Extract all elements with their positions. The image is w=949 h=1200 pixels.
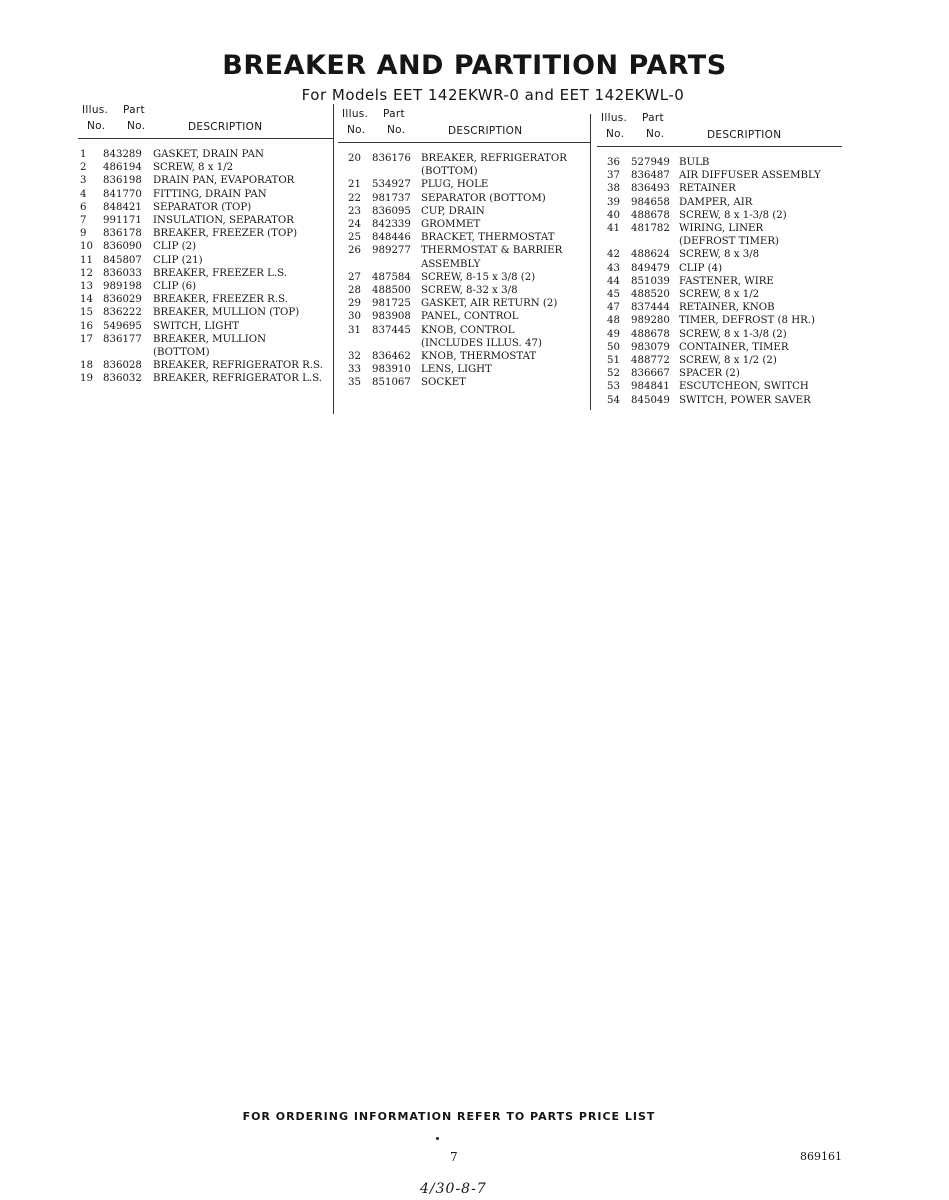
part-row bbox=[78, 161, 333, 174]
part-row bbox=[597, 380, 842, 393]
part-description: CLIP (6) bbox=[153, 281, 197, 293]
part-number: 486194 bbox=[103, 162, 142, 174]
column-divider bbox=[590, 114, 591, 410]
part-row bbox=[597, 248, 842, 261]
part-row bbox=[597, 169, 842, 182]
part-number: 836176 bbox=[372, 153, 411, 164]
part-description: ESCUTCHEON, SWITCH bbox=[679, 381, 809, 393]
part-description: SCREW, 8 x 1-3/8 (2) bbox=[679, 328, 787, 340]
part-row bbox=[338, 363, 590, 376]
part-row bbox=[78, 188, 333, 201]
illus-number: 6 bbox=[80, 201, 87, 213]
part-row bbox=[78, 227, 333, 240]
part-description: PANEL, CONTROL bbox=[421, 311, 519, 323]
illus-number: 4 bbox=[80, 188, 87, 200]
illus-number: 47 bbox=[607, 302, 620, 314]
header-part-no: No. bbox=[387, 124, 406, 136]
part-number: 488772 bbox=[631, 355, 670, 367]
illus-number: 36 bbox=[607, 157, 620, 168]
part-description: BULB bbox=[679, 157, 710, 168]
part-number: 481782 bbox=[631, 223, 670, 235]
part-description: DRAIN PAN, EVAPORATOR bbox=[153, 175, 295, 187]
part-description: BREAKER, FREEZER R.S. bbox=[153, 294, 288, 306]
part-number: 989277 bbox=[372, 245, 411, 257]
illus-number: 27 bbox=[348, 271, 361, 283]
part-row bbox=[597, 394, 842, 407]
ordering-note: FOR ORDERING INFORMATION REFER TO PARTS PRICE LIST bbox=[242, 1110, 656, 1123]
part-number: 836095 bbox=[372, 205, 411, 217]
part-description: CONTAINER, TIMER bbox=[679, 341, 789, 353]
part-description: KNOB, THERMOSTAT bbox=[421, 351, 537, 363]
part-row bbox=[597, 341, 842, 354]
part-number: 851039 bbox=[631, 275, 670, 287]
illus-number: 2 bbox=[80, 162, 87, 174]
part-row bbox=[78, 267, 333, 280]
part-description: SWITCH, POWER SAVER bbox=[679, 394, 811, 406]
illus-number: 29 bbox=[348, 298, 361, 310]
part-row bbox=[338, 284, 590, 297]
part-description: SCREW, 8 x 1-3/8 (2) bbox=[679, 209, 787, 221]
parts-list bbox=[78, 148, 333, 386]
part-number: 841770 bbox=[103, 188, 142, 200]
illus-number: 17 bbox=[80, 333, 93, 345]
part-number: 488500 bbox=[372, 285, 411, 297]
part-number: 848446 bbox=[372, 232, 411, 244]
part-description: SWITCH, LIGHT bbox=[153, 320, 240, 332]
illus-number: 39 bbox=[607, 196, 620, 208]
illus-number: 35 bbox=[348, 377, 361, 389]
part-description: SCREW, 8 x 1/2 bbox=[679, 289, 760, 301]
header-description: DESCRIPTION bbox=[707, 129, 782, 141]
part-description: GASKET, DRAIN PAN bbox=[153, 149, 264, 160]
part-description: INSULATION, SEPARATOR bbox=[153, 215, 294, 227]
part-description: BREAKER, REFRIGERATOR L.S. bbox=[153, 373, 322, 385]
illus-number: 51 bbox=[607, 355, 620, 367]
header-rule bbox=[597, 146, 842, 147]
part-number: 836667 bbox=[631, 368, 670, 380]
illus-number: 24 bbox=[348, 219, 361, 231]
part-description-continued: (DEFROST TIMER) bbox=[679, 236, 780, 248]
part-description: BREAKER, FREEZER L.S. bbox=[153, 267, 288, 279]
part-description: BRACKET, THERMOSTAT bbox=[421, 232, 555, 244]
illus-number: 22 bbox=[348, 192, 361, 204]
part-number: 488678 bbox=[631, 209, 670, 221]
illus-number: 12 bbox=[80, 267, 93, 279]
part-number: 991171 bbox=[103, 215, 142, 227]
illus-number: 20 bbox=[348, 153, 361, 164]
column-header bbox=[597, 112, 842, 146]
part-number: 534927 bbox=[372, 179, 411, 191]
header-illus-no: No. bbox=[606, 128, 625, 140]
part-description: GASKET, AIR RETURN (2) bbox=[421, 298, 558, 310]
part-description: DAMPER, AIR bbox=[679, 196, 753, 208]
illus-number: 16 bbox=[80, 320, 93, 332]
part-description: KNOB, CONTROL bbox=[421, 324, 515, 336]
part-description-continued: ASSEMBLY bbox=[421, 258, 481, 270]
part-row bbox=[338, 350, 590, 363]
part-description: CLIP (21) bbox=[153, 254, 203, 266]
parts-list bbox=[338, 152, 590, 390]
part-number: 989198 bbox=[103, 281, 142, 293]
part-row bbox=[597, 314, 842, 327]
illus-number: 48 bbox=[607, 315, 620, 327]
scan-dot bbox=[436, 1137, 439, 1140]
part-row bbox=[597, 354, 842, 367]
illus-number: 28 bbox=[348, 285, 361, 297]
part-row bbox=[338, 178, 590, 191]
part-row bbox=[78, 174, 333, 187]
illus-number: 33 bbox=[348, 364, 361, 376]
part-number: 836222 bbox=[103, 307, 142, 319]
part-number: 837444 bbox=[631, 302, 670, 314]
part-description: RETAINER bbox=[679, 183, 736, 195]
header-illus: Illus. bbox=[342, 108, 369, 120]
illus-number: 30 bbox=[348, 311, 361, 323]
illus-number: 52 bbox=[607, 368, 620, 380]
parts-list bbox=[597, 156, 842, 407]
part-row bbox=[597, 196, 842, 209]
document-number: 869161 bbox=[800, 1150, 842, 1163]
part-row bbox=[597, 301, 842, 314]
part-number: 848421 bbox=[103, 201, 142, 213]
part-description: BREAKER, MULLION (TOP) bbox=[153, 307, 300, 319]
part-number: 851067 bbox=[372, 377, 411, 389]
part-description: CLIP (2) bbox=[153, 241, 197, 253]
part-number: 981737 bbox=[372, 192, 411, 204]
part-row bbox=[338, 152, 590, 178]
part-number: 845049 bbox=[631, 394, 670, 406]
part-description: BREAKER, REFRIGERATOR R.S. bbox=[153, 360, 323, 372]
part-number: 836493 bbox=[631, 183, 670, 195]
part-row bbox=[78, 254, 333, 267]
part-description: CLIP (4) bbox=[679, 262, 723, 274]
part-row bbox=[597, 209, 842, 222]
header-part-no: No. bbox=[646, 128, 665, 140]
header-part: Part bbox=[642, 112, 664, 124]
illus-number: 44 bbox=[607, 275, 620, 287]
part-description: TIMER, DEFROST (8 HR.) bbox=[679, 315, 816, 327]
parts-column-2 bbox=[338, 104, 590, 390]
part-description: SCREW, 8-32 x 3/8 bbox=[421, 285, 518, 297]
illus-number: 10 bbox=[80, 241, 93, 253]
part-description: RETAINER, KNOB bbox=[679, 302, 775, 314]
part-row bbox=[597, 328, 842, 341]
part-number: 836033 bbox=[103, 267, 142, 279]
part-description: BREAKER, REFRIGERATOR bbox=[421, 153, 567, 164]
illus-number: 50 bbox=[607, 341, 620, 353]
part-row bbox=[597, 262, 842, 275]
illus-number: 25 bbox=[348, 232, 361, 244]
part-number: 836487 bbox=[631, 170, 670, 182]
header-illus-no: No. bbox=[87, 120, 106, 132]
part-number: 836178 bbox=[103, 228, 142, 240]
part-description: SEPARATOR (TOP) bbox=[153, 201, 252, 213]
page-title: BREAKER AND PARTITION PARTS bbox=[222, 50, 727, 81]
part-description-continued: (BOTTOM) bbox=[421, 166, 478, 178]
illus-number: 41 bbox=[607, 223, 620, 235]
header-rule bbox=[338, 142, 590, 143]
part-description: FASTENER, WIRE bbox=[679, 275, 774, 287]
illus-number: 49 bbox=[607, 328, 620, 340]
illus-number: 21 bbox=[348, 179, 361, 191]
part-row bbox=[338, 244, 590, 270]
part-number: 488624 bbox=[631, 249, 670, 261]
part-description: SPACER (2) bbox=[679, 368, 740, 380]
part-number: 843289 bbox=[103, 149, 142, 160]
illus-number: 45 bbox=[607, 289, 620, 301]
illus-number: 18 bbox=[80, 360, 93, 372]
part-number: 837445 bbox=[372, 324, 411, 336]
part-description-continued: (INCLUDES ILLUS. 47) bbox=[421, 337, 542, 349]
part-row bbox=[78, 280, 333, 293]
header-illus: Illus. bbox=[601, 112, 628, 124]
part-row bbox=[78, 201, 333, 214]
part-row bbox=[338, 376, 590, 389]
part-number: 836462 bbox=[372, 351, 411, 363]
part-description-continued: (BOTTOM) bbox=[153, 347, 210, 359]
part-number: 836198 bbox=[103, 175, 142, 187]
part-description: BREAKER, FREEZER (TOP) bbox=[153, 228, 298, 240]
illus-number: 23 bbox=[348, 205, 361, 217]
part-number: 849479 bbox=[631, 262, 670, 274]
page-number: 7 bbox=[450, 1150, 458, 1164]
part-description: PLUG, HOLE bbox=[421, 179, 489, 191]
part-row bbox=[597, 182, 842, 195]
part-row bbox=[597, 156, 842, 169]
illus-number: 54 bbox=[607, 394, 620, 406]
illus-number: 7 bbox=[80, 215, 87, 227]
part-row bbox=[338, 297, 590, 310]
parts-column-1 bbox=[78, 104, 333, 386]
illus-number: 31 bbox=[348, 324, 361, 336]
part-number: 836090 bbox=[103, 241, 142, 253]
illus-number: 38 bbox=[607, 183, 620, 195]
part-number: 836177 bbox=[103, 333, 142, 345]
illus-number: 42 bbox=[607, 249, 620, 261]
part-row bbox=[78, 320, 333, 333]
header-illus-no: No. bbox=[347, 124, 366, 136]
part-row bbox=[338, 324, 590, 350]
part-number: 527949 bbox=[631, 157, 670, 168]
part-description: SCREW, 8-15 x 3/8 (2) bbox=[421, 271, 536, 283]
part-description: BREAKER, MULLION bbox=[153, 333, 266, 345]
part-row bbox=[338, 205, 590, 218]
part-description: AIR DIFFUSER ASSEMBLY bbox=[679, 170, 821, 182]
illus-number: 1 bbox=[80, 149, 87, 160]
part-number: 845807 bbox=[103, 254, 142, 266]
illus-number: 15 bbox=[80, 307, 93, 319]
part-number: 983908 bbox=[372, 311, 411, 323]
illus-number: 19 bbox=[80, 373, 93, 385]
header-description: DESCRIPTION bbox=[448, 125, 523, 137]
illus-number: 43 bbox=[607, 262, 620, 274]
column-header bbox=[78, 104, 333, 138]
part-description: CUP, DRAIN bbox=[421, 205, 485, 217]
header-illus: Illus. bbox=[82, 104, 109, 116]
illus-number: 40 bbox=[607, 209, 620, 221]
part-row bbox=[597, 222, 842, 248]
header-part: Part bbox=[123, 104, 145, 116]
part-row bbox=[78, 240, 333, 253]
parts-column-3 bbox=[597, 104, 842, 407]
part-row bbox=[338, 218, 590, 231]
header-part: Part bbox=[383, 108, 405, 120]
part-description: SEPARATOR (BOTTOM) bbox=[421, 192, 546, 204]
part-row bbox=[338, 310, 590, 323]
part-row bbox=[78, 214, 333, 227]
part-row bbox=[78, 306, 333, 319]
part-number: 487584 bbox=[372, 271, 411, 283]
part-number: 989280 bbox=[631, 315, 670, 327]
illus-number: 32 bbox=[348, 351, 361, 363]
illus-number: 11 bbox=[80, 254, 93, 266]
part-number: 488678 bbox=[631, 328, 670, 340]
part-row bbox=[338, 271, 590, 284]
part-description: SCREW, 8 x 1/2 bbox=[153, 162, 234, 174]
illus-number: 3 bbox=[80, 175, 87, 187]
part-number: 836032 bbox=[103, 373, 142, 385]
header-description: DESCRIPTION bbox=[188, 121, 263, 133]
models-subtitle: For Models EET 142EKWR-0 and EET 142EKWL-0 bbox=[301, 86, 685, 104]
part-number: 488520 bbox=[631, 289, 670, 301]
part-number: 983910 bbox=[372, 364, 411, 376]
illus-number: 14 bbox=[80, 294, 93, 306]
part-description: LENS, LIGHT bbox=[421, 364, 492, 376]
part-description: GROMMET bbox=[421, 219, 481, 231]
part-row bbox=[597, 275, 842, 288]
part-row bbox=[78, 293, 333, 306]
part-description: FITTING, DRAIN PAN bbox=[153, 188, 267, 200]
part-number: 836029 bbox=[103, 294, 142, 306]
part-number: 984841 bbox=[631, 381, 670, 393]
header-part-no: No. bbox=[127, 120, 146, 132]
part-number: 984658 bbox=[631, 196, 670, 208]
handwritten-note: 4/30-8-7 bbox=[420, 1181, 487, 1197]
part-row bbox=[78, 359, 333, 372]
part-row bbox=[597, 288, 842, 301]
part-number: 842339 bbox=[372, 219, 411, 231]
illus-number: 13 bbox=[80, 281, 93, 293]
part-row bbox=[338, 231, 590, 244]
illus-number: 53 bbox=[607, 381, 620, 393]
part-row bbox=[597, 367, 842, 380]
part-number: 981725 bbox=[372, 298, 411, 310]
part-description: WIRING, LINER bbox=[679, 223, 764, 235]
part-row bbox=[78, 372, 333, 385]
part-row bbox=[338, 192, 590, 205]
part-number: 983079 bbox=[631, 341, 670, 353]
illus-number: 9 bbox=[80, 228, 87, 240]
part-number: 549695 bbox=[103, 320, 142, 332]
part-description: THERMOSTAT & BARRIER bbox=[421, 245, 563, 257]
part-description: SCREW, 8 x 3/8 bbox=[679, 249, 760, 261]
part-number: 836028 bbox=[103, 360, 142, 372]
illus-number: 37 bbox=[607, 170, 620, 182]
part-row bbox=[78, 333, 333, 359]
part-description: SOCKET bbox=[421, 377, 466, 389]
illus-number: 26 bbox=[348, 245, 361, 257]
header-rule bbox=[78, 138, 333, 139]
column-header bbox=[338, 108, 590, 142]
part-row bbox=[78, 148, 333, 161]
part-description: SCREW, 8 x 1/2 (2) bbox=[679, 355, 777, 367]
column-divider bbox=[333, 104, 334, 414]
